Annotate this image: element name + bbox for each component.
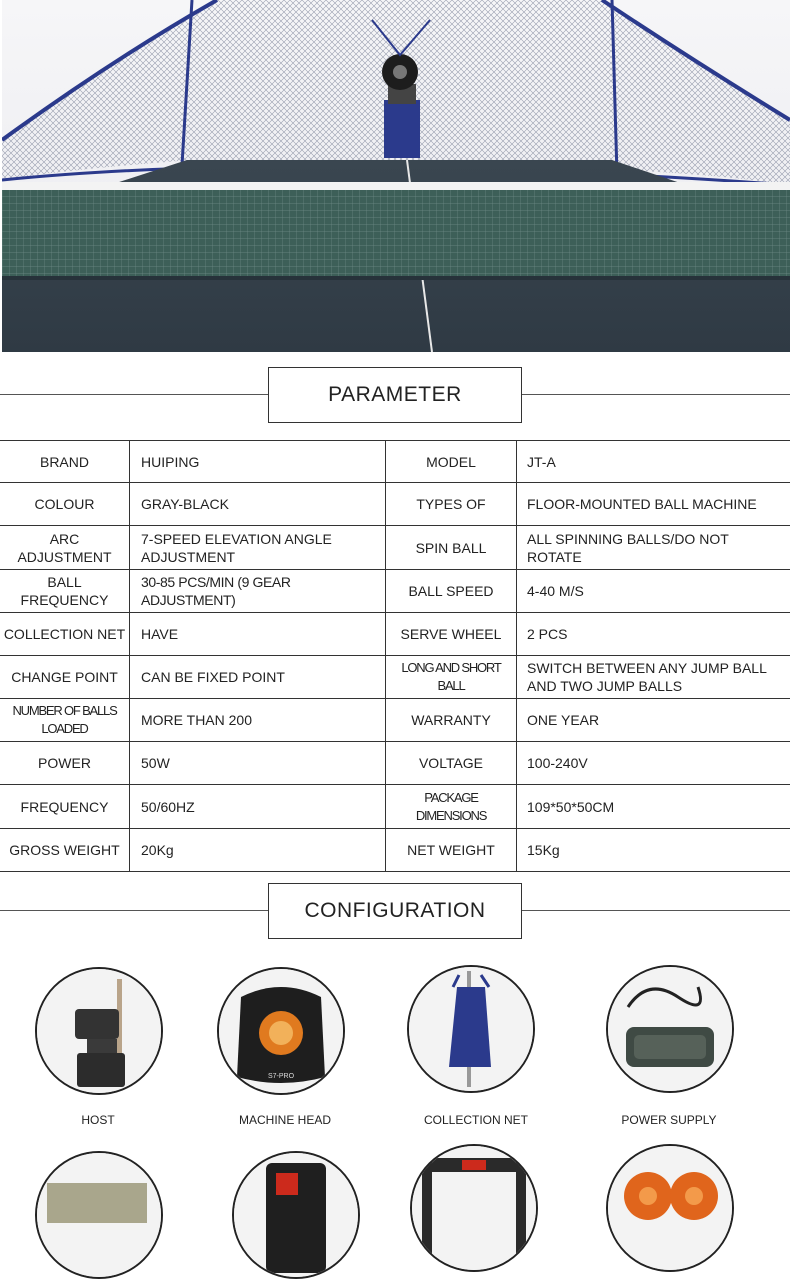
serve-wheels-image — [606, 1144, 734, 1272]
param-key: BALL SPEED — [386, 570, 517, 613]
param-key: GROSS WEIGHT — [0, 829, 130, 872]
param-key: SPIN BALL — [386, 526, 517, 570]
param-value: SWITCH BETWEEN ANY JUMP BALL AND TWO JUMP BALLS — [517, 656, 790, 699]
table-row — [0, 526, 790, 570]
table-row — [0, 613, 790, 656]
parameter-title: PARAMETER — [268, 367, 522, 423]
param-key: FREQUENCY — [0, 785, 130, 829]
param-value: 2 PCS — [517, 613, 790, 656]
param-key: BRAND — [0, 441, 130, 483]
param-value: 15Kg — [517, 829, 790, 872]
param-value: JT-A — [517, 441, 790, 483]
balls-tray-image — [35, 1151, 163, 1279]
configuration-grid — [0, 960, 790, 1200]
table-row — [0, 742, 790, 785]
collection-net-image — [407, 965, 535, 1093]
config-label-power-supply: POWER SUPPLY — [621, 1113, 716, 1127]
param-value: ALL SPINNING BALLS/DO NOT ROTATE — [517, 526, 790, 570]
table-row — [0, 570, 790, 613]
table-row — [0, 441, 790, 483]
host-image — [35, 967, 163, 1095]
param-value: FLOOR-MOUNTED BALL MACHINE — [517, 483, 790, 526]
table-row — [0, 829, 790, 872]
table-row — [0, 699, 790, 742]
param-value: 4-40 M/S — [517, 570, 790, 613]
frame-image — [410, 1144, 538, 1272]
param-key: BALL FREQUENCY — [0, 570, 130, 613]
power-supply-image — [606, 965, 734, 1093]
param-key: NUMBER OF BALLS LOADED — [0, 699, 130, 742]
config-label-machine-head: MACHINE HEAD — [239, 1113, 331, 1127]
machine-head-badge: S7-PRO — [268, 1073, 294, 1080]
param-value: 30-85 PCS/MIN (9 GEAR ADJUSTMENT) — [130, 570, 386, 613]
param-value: 50W — [130, 742, 386, 785]
param-key: POWER — [0, 742, 130, 785]
hero-product-image — [2, 0, 790, 352]
param-value: MORE THAN 200 — [130, 699, 386, 742]
param-value: HUIPING — [130, 441, 386, 483]
parameter-section-header — [0, 367, 790, 427]
parameter-table — [0, 440, 790, 872]
param-value: CAN BE FIXED POINT — [130, 656, 386, 699]
param-value: 7-SPEED ELEVATION ANGLE ADJUSTMENT — [130, 526, 386, 570]
param-key: PACKAGE DIMENSIONS — [386, 785, 517, 829]
param-value: 109*50*50CM — [517, 785, 790, 829]
table-row — [0, 483, 790, 526]
param-key: CHANGE POINT — [0, 656, 130, 699]
param-key: LONG AND SHORT BALL — [386, 656, 517, 699]
param-key: MODEL — [386, 441, 517, 483]
param-key: ARC ADJUSTMENT — [0, 526, 130, 570]
param-value: 100-240V — [517, 742, 790, 785]
param-key: COLLECTION NET — [0, 613, 130, 656]
param-key: WARRANTY — [386, 699, 517, 742]
remote-control-image — [232, 1151, 360, 1279]
table-row — [0, 785, 790, 829]
param-value: 50/60HZ — [130, 785, 386, 829]
configuration-title: CONFIGURATION — [268, 883, 522, 939]
param-value: ONE YEAR — [517, 699, 790, 742]
param-value: HAVE — [130, 613, 386, 656]
param-key: SERVE WHEEL — [386, 613, 517, 656]
param-value: GRAY-BLACK — [130, 483, 386, 526]
table-row — [0, 656, 790, 699]
param-key: TYPES OF — [386, 483, 517, 526]
config-label-collection-net: COLLECTION NET — [424, 1113, 528, 1127]
param-key: VOLTAGE — [386, 742, 517, 785]
config-label-host: HOST — [81, 1113, 114, 1127]
param-key: COLOUR — [0, 483, 130, 526]
param-key: NET WEIGHT — [386, 829, 517, 872]
param-value: 20Kg — [130, 829, 386, 872]
configuration-section-header — [0, 883, 790, 943]
